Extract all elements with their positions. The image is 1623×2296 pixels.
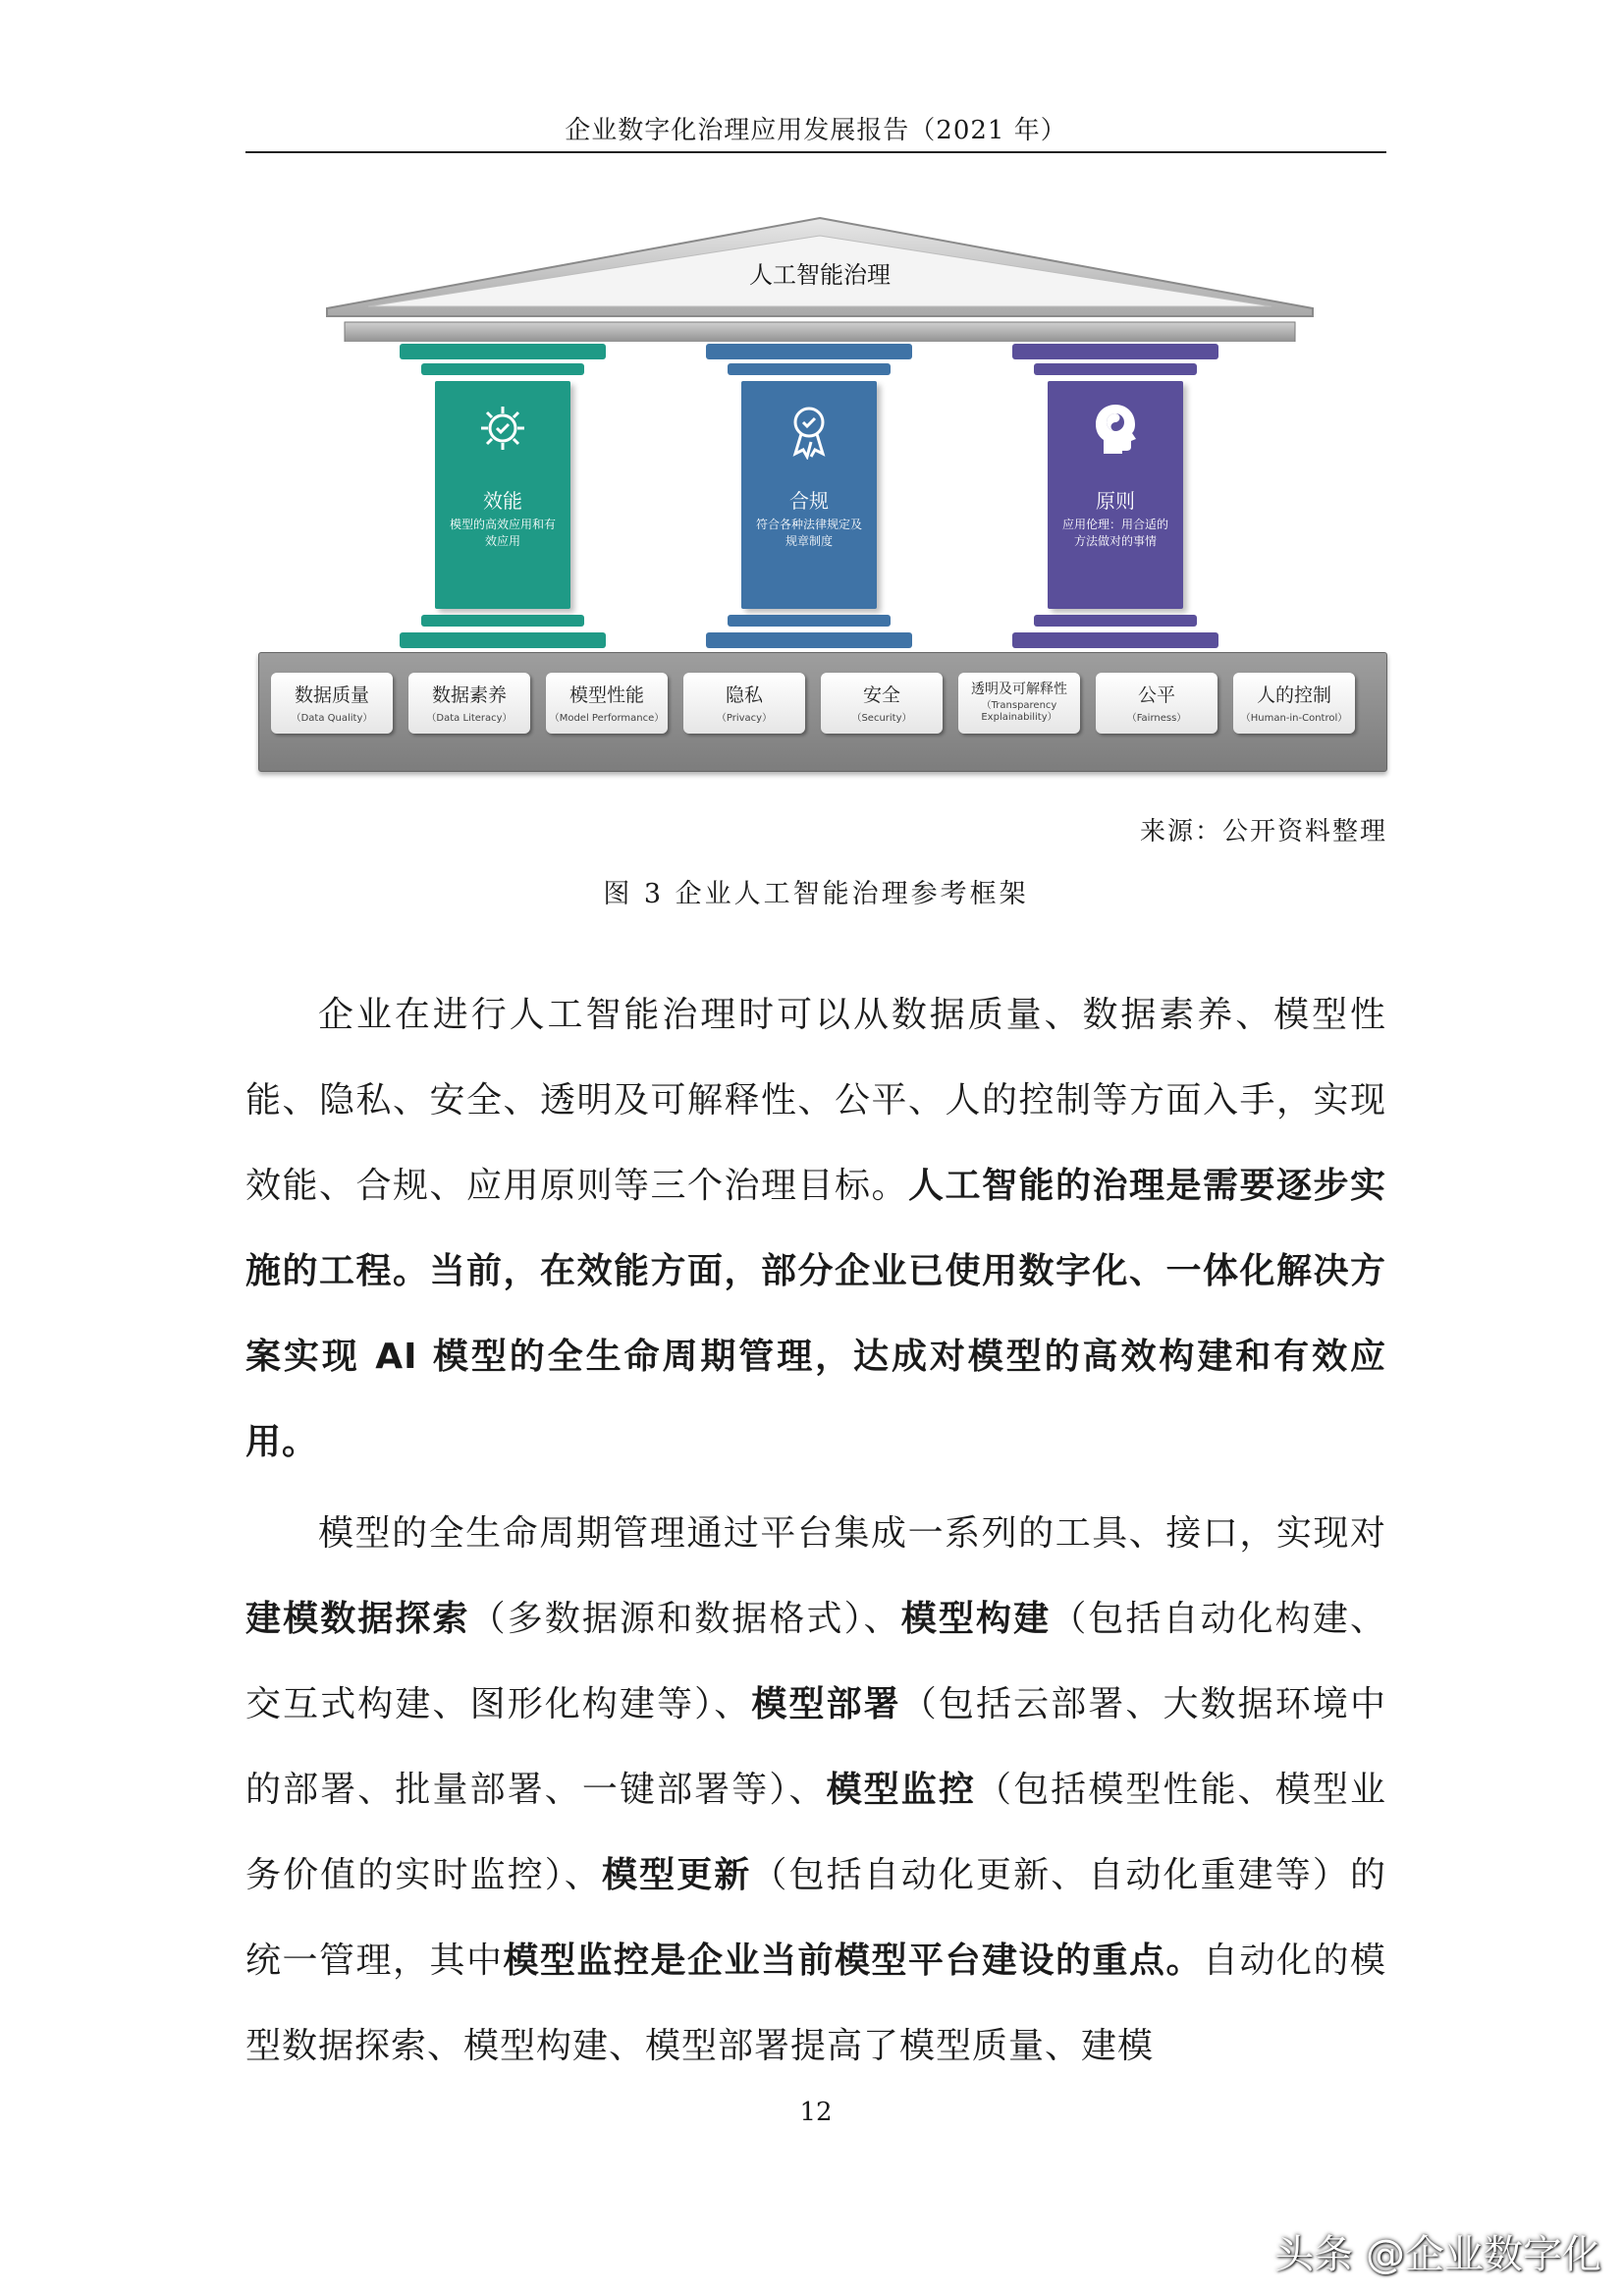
- tile-security: [821, 673, 943, 734]
- paragraph-text: 自动化的模型数据探索、模型构建、模型部署提高了模型质量、建模: [245, 1941, 1386, 2066]
- pillar-base: [1034, 615, 1197, 627]
- tile-sublabel: （Human-in-Control）: [1240, 713, 1348, 724]
- pillar-shaft: [1048, 381, 1183, 609]
- pillar-base: [400, 632, 606, 648]
- tile-label: 安全: [862, 684, 900, 706]
- pillar-cap: [400, 344, 606, 359]
- paragraph-bold-text: 模型更新: [602, 1855, 752, 1895]
- tile-label: 模型性能: [568, 684, 644, 706]
- pillar-description: 模型的高效应用和有效应用: [449, 518, 556, 548]
- figure-source: 来源：公开资料整理: [1139, 817, 1387, 847]
- tile-sublabel: （Transparency Explainability）: [981, 700, 1057, 723]
- pillar-title: 合规: [789, 489, 829, 513]
- pillar-shaft: [435, 381, 570, 609]
- page-number: 12: [799, 2098, 833, 2127]
- paragraph-bold-text: 建模数据探索: [245, 1599, 470, 1639]
- pillar-title: 效能: [483, 489, 522, 513]
- tile-sublabel: （Data Quality）: [291, 713, 373, 724]
- header-rule: [245, 151, 1386, 153]
- tile-privacy: [683, 673, 805, 734]
- paragraph: [245, 972, 1386, 1485]
- paragraph-text: （多数据源和数据格式）、: [469, 1599, 901, 1639]
- tile-data-quality: [271, 673, 393, 734]
- paragraph: [245, 1491, 1386, 2089]
- tile-model-performance: [546, 673, 668, 734]
- pillar-cap: [1034, 363, 1197, 375]
- foundation-platform: [258, 652, 1387, 772]
- tile-data-literacy: [408, 673, 530, 734]
- paragraph-bold-text: 模型监控是企业当前模型平台建设的重点。: [503, 1941, 1203, 1981]
- award-badge-icon: [741, 401, 877, 464]
- pillar-cap: [728, 363, 891, 375]
- roof-title: 人工智能治理: [749, 261, 891, 289]
- tile-label: 公平: [1137, 684, 1175, 706]
- watermark: 头条 @企业数字化: [1274, 2232, 1601, 2277]
- figure-caption: 图 3 企业人工智能治理参考框架: [603, 879, 1029, 909]
- tile-human-in-control: [1233, 673, 1355, 734]
- pillar-cap: [421, 363, 584, 375]
- tile-label: 数据素养: [431, 684, 507, 706]
- tile-label: 数据质量: [294, 684, 369, 706]
- pillar-base: [728, 615, 891, 627]
- tile-sublabel: （Data Literacy）: [426, 713, 513, 724]
- pillar-base: [421, 615, 584, 627]
- running-header: 企业数字化治理应用发展报告（2021 年）: [565, 116, 1067, 145]
- tile-fairness: [1096, 673, 1217, 734]
- tile-label: 隐私: [725, 684, 763, 706]
- gear-check-icon: [435, 401, 570, 460]
- tile-transparency: [958, 673, 1080, 734]
- paragraph-bold-text: 模型部署: [751, 1684, 901, 1724]
- tile-label: 透明及可解释性: [971, 682, 1067, 697]
- pillar-base: [1012, 632, 1218, 648]
- pillar-description: 应用伦理：用合适的方法做对的事情: [1061, 518, 1168, 548]
- pillar-title: 原则: [1096, 489, 1135, 513]
- paragraph-text: （包括模型性能、模型业务价值的实时监控）、: [245, 1770, 1386, 1895]
- tile-sublabel: （Security）: [851, 713, 912, 724]
- pillar-description: 符合各种法律规定及规章制度: [755, 518, 862, 548]
- paragraph-text: （包括云部署、大数据环境中的部署、批量部署、一键部署等）、: [245, 1684, 1386, 1810]
- pillar-compliance: [706, 344, 912, 648]
- tile-sublabel: （Fairness）: [1126, 713, 1187, 724]
- pillar-principles: [1012, 344, 1218, 648]
- tile-sublabel: （Privacy）: [716, 713, 773, 724]
- pillar-base: [706, 632, 912, 648]
- paragraph-bold-text: 人工智能的治理是需要逐步实施的工程。当前，在效能方面，部分企业已使用数字化、一体化解决方案实现 AI 模型的全生命周期管理，达成对模型的高效构建和有效应用。: [245, 1166, 1386, 1462]
- tile-sublabel: （Model Performance）: [549, 713, 665, 724]
- ai-governance-framework-figure: [250, 214, 1389, 784]
- pillar-cap: [706, 344, 912, 359]
- head-yinyang-icon: [1048, 401, 1183, 464]
- paragraph-bold-text: 模型构建: [900, 1599, 1052, 1639]
- paragraph-text: （包括自动化更新、自动化重建等）的统一管理，其中: [245, 1855, 1386, 1981]
- pillar-shaft: [741, 381, 877, 609]
- pillar-cap: [1012, 344, 1218, 359]
- tile-label: 人的控制: [1256, 684, 1331, 706]
- paragraph-text: 企业在进行人工智能治理时可以从数据质量、数据素养、模型性能、隐私、安全、透明及可解释性、公平、人的控制等方面入手，实现效能、合规、应用原则等三个治理目标。: [245, 995, 1386, 1206]
- pillar-efficiency: [400, 344, 606, 648]
- paragraph-text: 模型的全生命周期管理通过平台集成一系列的工具、接口，实现对: [318, 1513, 1386, 1554]
- paragraph-bold-text: 模型监控: [826, 1770, 976, 1810]
- paragraph-text: （包括自动化构建、交互式构建、图形化构建等）、: [245, 1599, 1386, 1724]
